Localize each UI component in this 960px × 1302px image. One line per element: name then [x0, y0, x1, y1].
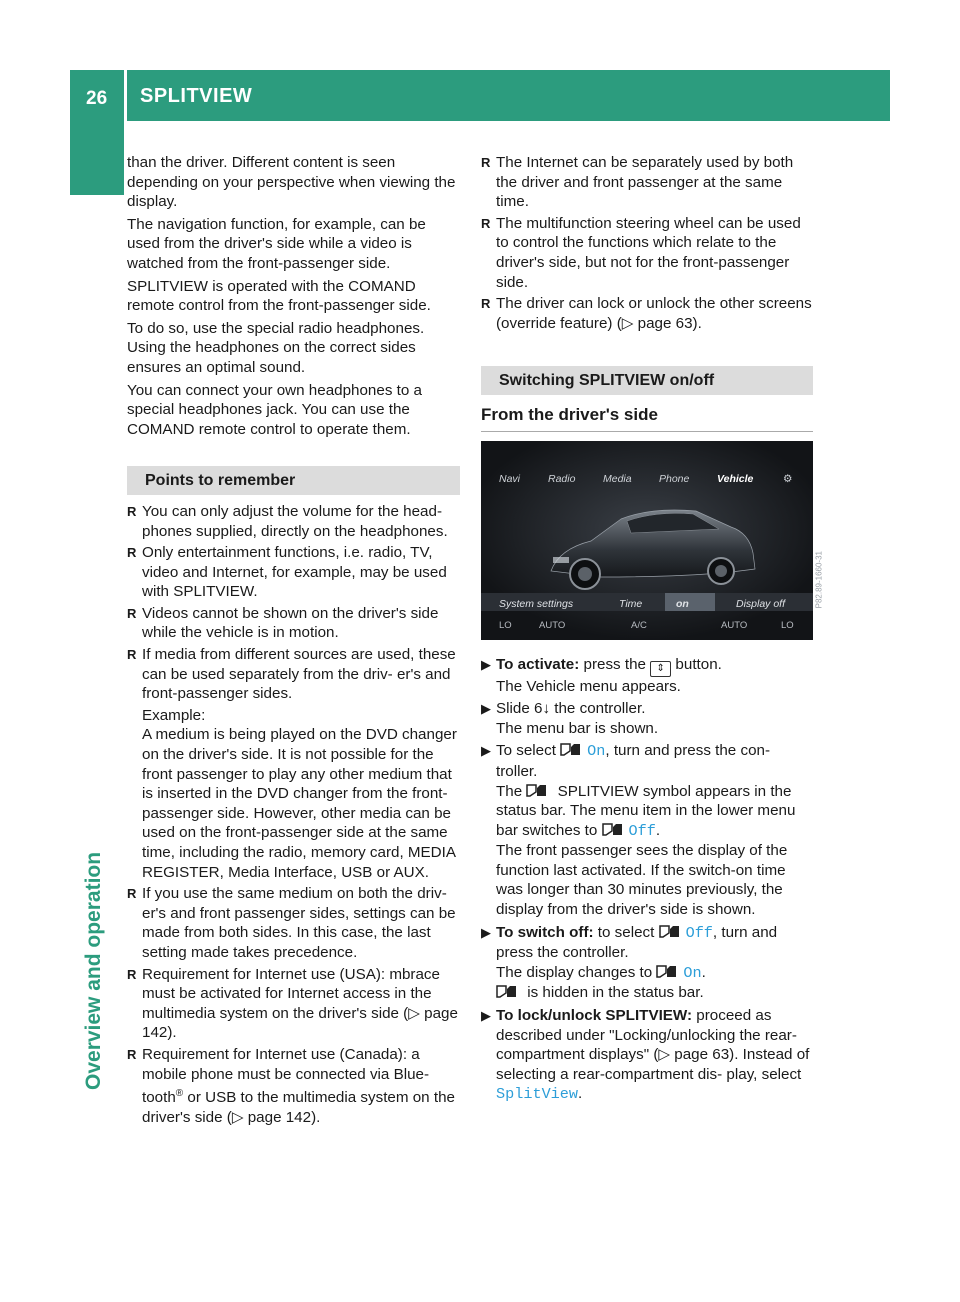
list-item: R If media from different sources are used, these can be used separately from the driv- er's and front-passenger sides. Example: A medium is being played on the DVD changer on the driver's side. It is not possible for the front passenger to play any other medium that is inserted in the DVD changer from the front-passenger side. However, other media can be used on the front-passenger side at the same time, including the radio, memory card, MEDIA REGISTER, Media Interface, USB or AUX. [127, 645, 460, 882]
instruction-step: ▶ To switch off: to select Off, turn and press the controller. The display changes to On. is hidden in the status bar. [481, 923, 778, 1002]
bullet-mark: R [481, 155, 491, 170]
points-list [127, 502, 460, 1127]
settings-gear-icon: ⚙ [783, 472, 793, 485]
display-bottom-item: on [676, 597, 689, 610]
example-block [142, 706, 460, 882]
display-menu-item: Navi [499, 472, 521, 485]
comand-display-screenshot [481, 441, 823, 640]
side-chapter-label: Overview and operation [82, 851, 105, 1090]
controller-slide-icon: 6↓ [534, 700, 551, 718]
arrow-icon: ▶ [481, 743, 491, 759]
section-title: SPLITVIEW [140, 85, 253, 107]
display-menu-item: Phone [659, 472, 690, 485]
bullet-mark: R [481, 296, 491, 312]
intro-paragraph: To do so, use the special radio headphones. Using the headphones on the correct sides ensures an optimal sound. [127, 319, 425, 376]
right-column [481, 153, 823, 1108]
list-item: R The multifunction steering wheel can be used to control the functions which relate to the driver's side, but not for the front-passenger side. [481, 214, 801, 291]
intro-paragraph: You can connect your own headphones to a special headphones jack. You can use the COMAND remote control to operate them. [127, 381, 422, 438]
bullet-mark: R [127, 605, 137, 621]
splitview-icon [526, 784, 547, 797]
bullet-mark: R [127, 886, 137, 902]
display-bottom-item: Display off [736, 597, 786, 610]
list-item: R You can only adjust the volume for the head- phones supplied, directly on the headphones. [127, 502, 448, 540]
switching-heading: Switching SPLITVIEW on/off [481, 366, 813, 395]
vehicle-button-icon: ⇕ [650, 661, 671, 677]
left-column [127, 153, 460, 1129]
display-menu-item: Radio [548, 472, 576, 485]
bullet-mark: R [127, 545, 137, 561]
list-item: R The Internet can be separately used by both the driver and front passenger at the same time. [481, 154, 794, 211]
bullet-mark: R [127, 647, 137, 663]
example-label: Example: [142, 706, 206, 724]
image-reference: P82.89-1660-31 [814, 550, 823, 608]
instruction-step: ▶ To lock/unlock SPLITVIEW: proceed as described under "Locking/unlocking the rear-compartment displays" (▷ page 63). Instead of selecting a rear-compartment dis- play, select SplitView. [481, 1007, 810, 1104]
list-item: R Requirement for Internet use (USA): mbrace must be activated for Internet access in the multimedia system on the driver's side (▷ page 142). [127, 965, 458, 1042]
example-text: A medium is being played on the DVD changer on the driver's side. It is not possible for the front passenger to play any other medium that is inserted in the DVD changer from the front-passenger side. However, other media can be used on the front-passenger side at the same time, including the radio, memory card, MEDIA REGISTER, Media Interface, USB or AUX. [142, 726, 457, 881]
instruction-step: ▶ To activate: press the ⇕ button. The Vehicle menu appears. [481, 655, 722, 695]
registered-mark: ® [175, 1088, 184, 1100]
arrow-icon: ▶ [481, 924, 491, 940]
arrow-icon: ▶ [481, 1008, 491, 1024]
splitview-icon [656, 965, 677, 978]
list-item: R Requirement for Internet use (Canada): a mobile phone must be connected via Blue- tooth® or USB to the multimedia system on the driver's side (▷ page 142). [127, 1045, 455, 1126]
points-to-remember-heading: Points to remember [127, 466, 460, 495]
arrow-icon: ▶ [481, 701, 491, 717]
bullet-mark: R [127, 966, 137, 982]
splitview-icon [602, 823, 623, 836]
intro-paragraph: than the driver. Different content is seen depending on your perspective when viewing the display. [127, 154, 456, 211]
right-points-list [481, 153, 813, 333]
display-bottom-item: System settings [499, 597, 574, 610]
bullet-mark: R [481, 215, 491, 231]
display-menu-item: Media [603, 472, 632, 485]
page-number: 26 [86, 88, 108, 109]
instruction-steps [481, 655, 813, 1105]
splitview-icon [659, 925, 680, 938]
climate-status: AUTO [721, 619, 748, 631]
bullet-mark: R [127, 503, 137, 519]
splitview-icon [560, 743, 581, 756]
climate-status: LO [499, 619, 512, 631]
climate-status: LO [781, 619, 794, 631]
display-bottom-item-selected [665, 593, 715, 611]
bullet-mark: R [127, 1046, 137, 1062]
list-item: R If you use the same medium on both the driv- er's and front passenger sides, settings can be made from both sides. In this case, the last setting made takes precedence. [127, 885, 456, 961]
display-menu-bar [481, 470, 813, 490]
intro-paragraph: The navigation function, for example, can be used from the driver's side while a video is watched from the front-passenger side. [127, 215, 426, 272]
splitview-icon [496, 985, 517, 998]
climate-status: AUTO [539, 619, 566, 631]
display-bottom-menu [481, 593, 813, 611]
side-tab-block [70, 121, 124, 195]
display-status-bar [481, 613, 813, 633]
display-menu-item-active: Vehicle [717, 472, 754, 485]
drivers-side-heading: From the driver's side [481, 405, 813, 432]
list-item: R Videos cannot be shown on the driver's side while the vehicle is in motion. [127, 604, 439, 642]
intro-paragraph: SPLITVIEW is operated with the COMAND remote control from the front-passenger side. [127, 277, 431, 315]
header-bar [70, 70, 890, 121]
display-bottom-item: Time [619, 597, 643, 610]
arrow-icon: ▶ [481, 656, 491, 672]
list-item: R The driver can lock or unlock the other screens (override feature) (▷ page 63). [481, 295, 812, 332]
list-item: R Only entertainment functions, i.e. radio, TV, video and Internet, for example, may be used with SPLITVIEW. [127, 544, 447, 601]
instruction-step: ▶ Slide 6↓ the controller. The menu bar is shown. [481, 700, 659, 737]
instruction-step: ▶ To select On, turn and press the con- troller. The SPLITVIEW symbol appears in the status bar. The menu item in the lower menu bar switches to Off. The front passenger sees the display of the function last activated. If the switch-on time was longer than 30 minutes previously, the display from the driver's side is shown. [481, 742, 796, 919]
header-divider [124, 70, 127, 121]
climate-status: A/C [631, 619, 647, 631]
